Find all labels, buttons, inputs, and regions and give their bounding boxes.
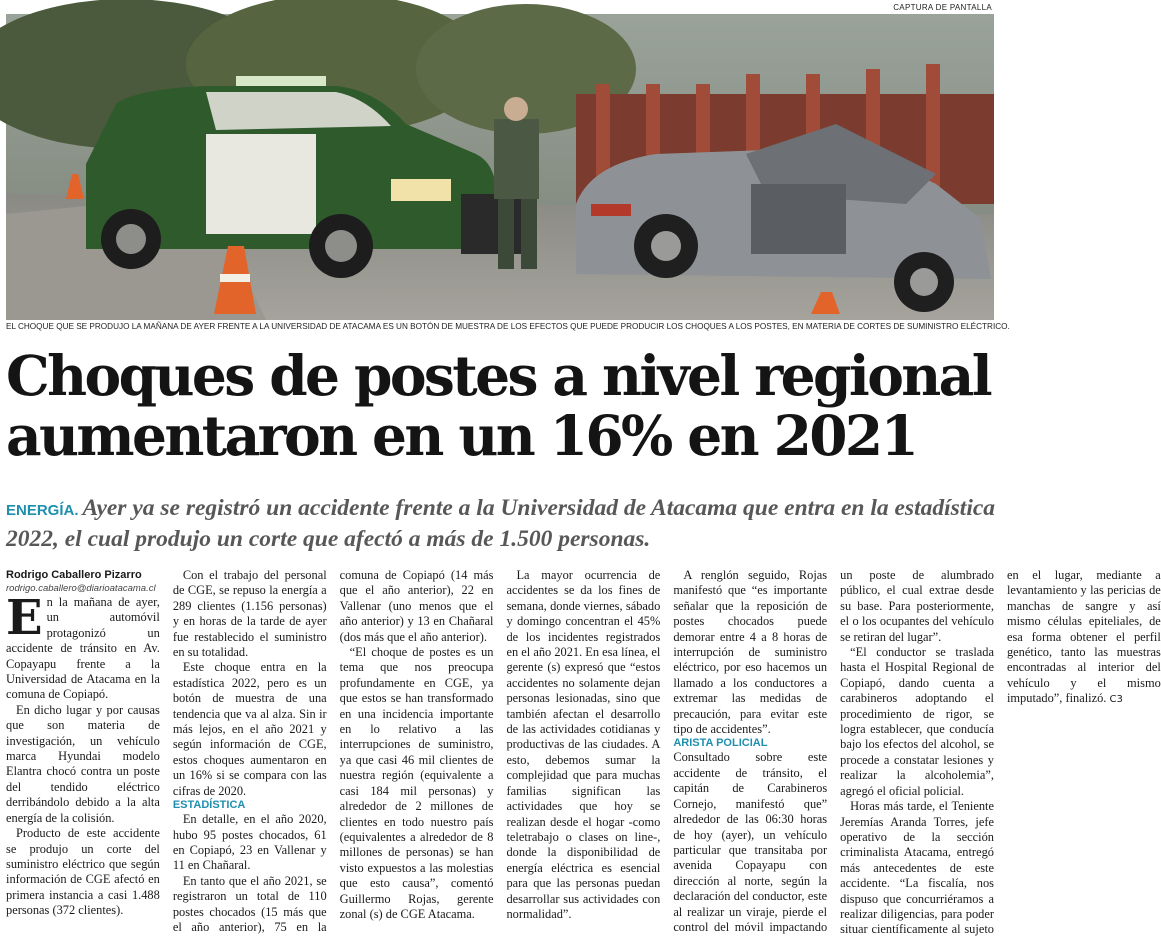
screenshot-credit-label: CAPTURA DE PANTALLA xyxy=(893,3,992,12)
article-body xyxy=(6,568,1161,949)
article-paragraph: Este choque entra en la estadística 2022, pero es un botón de muestra de una tendencia que va al alza. Sin ir más lejos, en el año 2021 y según información de CGE, estos choques aumentaron en un 16% si se compara con las cifras de 2020. xyxy=(172,660,327,798)
article-paragraph: A renglón seguido, Rojas manifestó que “es importante señalar que la reposición de postes chocados puede demorar entre 4 a 8 horas de interrupción de suministro eléctrico, por eso hacemos un llamado a los conductores a extremar las medidas de precaución, para evitar este tipo de accidentes”. xyxy=(673,568,828,737)
article-paragraph xyxy=(6,590,160,703)
article-paragraph: Producto de este accidente se produjo un corte del suministro eléctrico que según información de CGE afectó en primera instancia a casi 1.488 personas (372 clientes). xyxy=(6,826,160,918)
subhead-arista-policial: ARISTA POLICIAL xyxy=(673,737,768,750)
byline-email: rodrigo.caballero@diarioatacama.cl xyxy=(6,583,156,594)
lead-text: Ayer ya se registró un accidente frente a la Universidad de Atacama que entra en la estadística 2022, el cual produjo un corte que afectó a más de 1.500 personas. xyxy=(6,495,996,552)
end-mark: C3 xyxy=(1109,694,1123,706)
article-paragraph: “El conductor se traslada hasta el Hospital Regional de Copiapó, dando cuenta a carabineros adoptando el procedimiento de rigor, se logra establecer, que conducía bajo los efectos del alcohol, se procede a constatar lesiones y realizar la alcoholemia”, agregó el oficial policial. xyxy=(840,645,994,798)
news-photo xyxy=(6,14,994,320)
paragraph-text: Horas más tarde, el Teniente Jeremías Aranda Torres, jefe operativo de la sección criminalista Atacama, entregó más antecedentes de este accidente. “La fiscalía, nos dispuso que concurriéramos a realizar diligencias, para poder situar científicamente al sujeto en el lugar, mediante a levantamiento y las pericias de manchas de sangre y así mismo células epiteliales, de esa forma obtener el perfil genético, tanto las muestras encontradas al interior del vehículo y el mismo imputado”, finalizó. xyxy=(840,568,1161,937)
dropcap: E xyxy=(6,590,43,646)
article-paragraph: En dicho lugar y por causas que son materia de investigación, un vehículo marca Hyundai modelo Elantra chocó contra un poste del tendido eléctrico derribándolo debido a la alta energía de la colisión. xyxy=(6,702,160,825)
article-paragraph: La mayor ocurrencia de accidentes se da los fines de semana, donde viernes, sábado y domingo concentran el 45% de los incidentes registrados en el año 2021. En esa línea, el gerente (s) expresó que “estos accidentes no solamente dejan personas lesionadas, sino que también afectan el desarrollo de las actividades cotidianas y productivas de las ciudades. A esto, debemos sumar la complejidad que para muchas familias significan las actividades que hoy se realizan desde el hogar -como teletrabajo o clases on line-, donde la disponibilidad de energía eléctrica es esencial para que las personas puedan desarrollar sus actividades con normalidad”. xyxy=(506,568,661,921)
subhead-estadistica: ESTADÍSTICA xyxy=(172,799,246,812)
article-paragraph: “El choque de postes es un tema que nos preocupa profundamente en CGE, ya que estos se han transformado en una incidencia importante en lo relativo a las interrupciones de suministro, ya que casi 46 mil clientes de nuestra región (equivalente a casi 184 mil personas) y alrededor de 2 millones de clientes en todo nuestro país (equivalentes a alrededor de 8 millones de personas) se han visto expuestos a las molestias que esto causa”, comentó Guillermo Rojas, gerente zonal (s) de CGE Atacama. xyxy=(339,645,494,921)
lead-paragraph xyxy=(6,494,996,553)
headline: Choques de postes a nivel regional aumentaron en un 16% en 2021 xyxy=(6,343,990,468)
paragraph-text: n la mañana de ayer, un automóvil protagonizó un accidente de tránsito en Av. Copayapu frente a la Universidad de Atacama en la comuna de Copiapó. xyxy=(6,595,160,702)
photo-caption: EL CHOQUE QUE SE PRODUJO LA MAÑANA DE AYER FRENTE A LA UNIVERSIDAD DE ATACAMA ES UN BOTÓN DE MUESTRA DE LOS EFECTOS QUE PUEDE PRODUCIR LOS CHOQUES A LOS POSTES, EN MATERIA DE CORTES DE SUMINISTRO ELÉCTRICO. xyxy=(6,322,1010,331)
article-paragraph: Con el trabajo del personal de CGE, se repuso la energía a 289 clientes (1.156 personas) y en horas de la tarde de ayer fue restablecido el suministro en su totalidad. xyxy=(172,568,327,660)
article-paragraph: En tanto que el año 2021, se registraron un total de 110 postes chocados (15 más que el año anterior), 75 en la comuna de Copiapó (14 más que el año anterior), 22 en Vallenar (uno menos que el año anterior) y 13 en Chañaral (dos más que el año anterior). xyxy=(172,568,494,934)
lead-kicker: ENERGÍA. xyxy=(6,502,79,519)
byline-author: Rodrigo Caballero Pizarro xyxy=(6,569,142,581)
article-paragraph: Consultado sobre este accidente de tránsito, el capitán de Carabineros Cornejo, manifestó que” alrededor de las 06:30 horas de hoy (ayer), un vehículo particular que transitaba por avenida Copayapu con dirección al norte, según la declaración del conductor, este al realizar un viraje, pierde el control del móvil impactando un poste de alumbrado público, el cual extrae desde su base. Para posteriormente, el o los ocupantes del vehículo se retiran del lugar”. xyxy=(673,568,994,934)
article-paragraph: En detalle, en el año 2020, hubo 95 postes chocados, 61 en Copiapó, 23 en Vallenar y 11 en Chañaral. xyxy=(172,812,327,873)
